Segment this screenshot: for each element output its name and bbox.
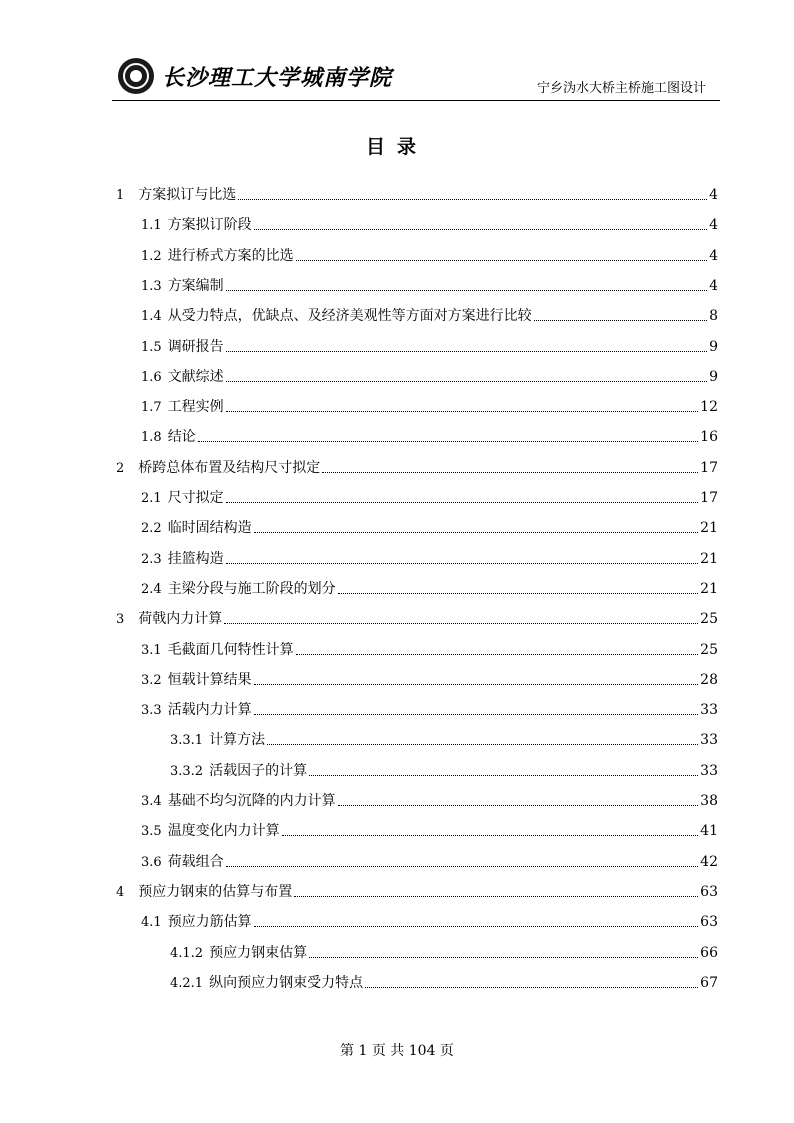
toc-leader-dots	[254, 518, 698, 533]
toc-entry-page: 16	[700, 429, 718, 446]
toc-entry[interactable]	[141, 306, 718, 326]
toc-entry-page: 67	[700, 974, 718, 991]
toc-entry[interactable]	[141, 246, 718, 266]
toc-leader-dots	[198, 427, 698, 442]
toc-entry[interactable]	[170, 730, 718, 750]
toc-entry[interactable]	[141, 337, 718, 357]
toc-leader-dots	[296, 640, 698, 655]
toc-entry-number: 4.2.1	[170, 975, 204, 991]
toc-entry[interactable]	[141, 367, 718, 387]
toc-entry-number: 1.3	[141, 278, 162, 294]
toc-entry-label: 活载因子的计算	[209, 762, 308, 779]
toc-entry-label: 纵向预应力钢束受力特点	[209, 974, 364, 991]
toc-leader-dots	[267, 730, 698, 745]
toc-entry-page: 17	[700, 490, 718, 506]
toc-entry-page: 42	[700, 853, 718, 870]
toc-entry-label: 基础不均匀沉降的内力计算	[167, 793, 336, 809]
toc-leader-dots	[226, 852, 698, 867]
toc-leader-dots	[338, 579, 698, 594]
toc-entry[interactable]	[141, 276, 718, 296]
toc-entry-page: 9	[709, 338, 718, 355]
toc-entry-page: 63	[700, 883, 718, 900]
toc-entry-label: 进行桥式方案的比选	[167, 247, 294, 264]
toc-leader-dots	[254, 215, 707, 230]
toc-title: 目录	[365, 136, 428, 158]
page-footer: 第 1 页 共 104 页	[340, 1043, 454, 1059]
toc-entry[interactable]	[141, 640, 718, 660]
toc-entry-label: 活载内力计算	[167, 702, 252, 719]
toc-entry-number: 1.4	[141, 309, 162, 325]
toc-entry-label: 预应力筋估算	[167, 914, 252, 931]
toc-entry-number: 3.1	[141, 642, 162, 658]
toc-entry-number: 3	[116, 612, 125, 628]
toc-leader-dots	[282, 821, 698, 836]
toc-entry-label: 尺寸拟定	[167, 490, 224, 506]
toc-entry-page: 4	[709, 217, 718, 234]
toc-entry-label: 恒载计算结果	[167, 671, 252, 688]
toc-entry-number: 2.1	[141, 491, 162, 506]
toc-leader-dots	[226, 276, 707, 291]
toc-entry-number: 3.6	[141, 854, 162, 870]
toc-leader-dots	[254, 700, 698, 715]
logo-text: 长沙理工大学城南学院	[162, 64, 393, 91]
university-logo	[118, 58, 392, 94]
toc-entry-page: 33	[700, 702, 718, 719]
toc-entry-number: 1	[116, 188, 125, 203]
toc-entry[interactable]	[141, 215, 718, 235]
toc-entry-label: 调研报告	[167, 338, 224, 355]
toc-leader-dots	[238, 185, 707, 200]
toc-leader-dots	[309, 943, 698, 958]
toc-entry-page: 17	[700, 459, 718, 476]
toc-entry-number: 3.2	[141, 672, 162, 688]
toc-entry[interactable]	[141, 427, 718, 447]
toc-leader-dots	[224, 609, 698, 624]
toc-entry-number: 3.5	[141, 824, 162, 840]
toc-leader-dots	[226, 488, 698, 503]
toc-entry-number: 2	[116, 460, 125, 476]
toc-entry-label: 毛截面几何特性计算	[167, 641, 294, 658]
toc-entry[interactable]	[141, 397, 718, 417]
toc-entry-label: 温度变化内力计算	[167, 823, 280, 840]
toc-entry-page: 8	[709, 308, 718, 325]
toc-entry[interactable]	[170, 761, 718, 781]
toc-leader-dots	[254, 912, 698, 927]
toc-entry-number: 1.8	[141, 430, 162, 446]
toc-entry-number: 4	[116, 884, 125, 900]
toc-entry-label: 结论	[167, 429, 196, 446]
toc-entry-number: 3.4	[141, 794, 162, 809]
toc-entry[interactable]	[141, 791, 718, 811]
toc-leader-dots	[226, 337, 707, 352]
toc-entry-label: 桥跨总体布置及结构尺寸拟定	[138, 459, 321, 476]
university-seal-icon	[118, 58, 154, 94]
toc-leader-dots	[322, 458, 698, 473]
toc-entry[interactable]	[170, 943, 718, 963]
toc-leader-dots	[534, 306, 707, 321]
toc-entry-number: 3.3	[141, 703, 162, 719]
toc-entry-label: 方案编制	[167, 277, 224, 294]
toc-entry-page: 25	[700, 641, 718, 658]
toc-entry-page: 38	[700, 793, 718, 809]
toc-entry-label: 预应力钢束的估算与布置	[138, 883, 293, 900]
toc-entry-page: 25	[700, 611, 718, 628]
toc-entry-page: 21	[700, 520, 718, 537]
toc-entry-page: 12	[700, 399, 718, 416]
toc-entry-label: 方案拟订与比选	[138, 187, 237, 203]
toc-entry[interactable]	[141, 518, 718, 538]
toc-entry[interactable]	[141, 670, 718, 690]
toc-entry-page: 4	[709, 187, 718, 203]
toc-entry[interactable]	[170, 973, 718, 993]
toc-leader-dots	[254, 670, 698, 685]
toc-entry-label: 从受力特点，优缺点、及经济美观性等方面对方案进行比较	[167, 308, 532, 325]
toc-entry[interactable]	[141, 912, 718, 932]
document-title: 宁乡沩水大桥主桥施工图设计	[536, 81, 706, 96]
toc-entry-label: 文献综述	[167, 368, 224, 385]
toc-entry-number: 4.1	[141, 915, 162, 931]
toc-entry-label: 计算方法	[209, 732, 266, 749]
toc-entry-page: 21	[700, 550, 718, 567]
toc-entry[interactable]	[141, 549, 718, 569]
toc-entry-number: 4.1.2	[170, 945, 204, 961]
toc-entry[interactable]	[141, 852, 718, 872]
toc-entry-label: 工程实例	[167, 399, 224, 416]
toc-entry-number: 3.3.2	[170, 763, 204, 779]
toc-entry-number: 2.4	[141, 581, 162, 597]
toc-entry-label: 主梁分段与施工阶段的划分	[167, 580, 336, 597]
toc-entry-label: 挂篮构造	[167, 550, 224, 567]
toc-entry-label: 预应力钢束估算	[209, 944, 308, 961]
toc-entry-page: 63	[700, 914, 718, 931]
toc-leader-dots	[294, 882, 698, 897]
toc-entry[interactable]	[141, 700, 718, 720]
toc-entry-number: 1.1	[141, 218, 162, 234]
toc-entry-number: 1.5	[141, 339, 162, 355]
toc-entry-page: 28	[700, 671, 718, 688]
toc-entry[interactable]	[141, 488, 718, 508]
toc-leader-dots	[226, 549, 698, 564]
toc-entry-label: 方案拟订阶段	[167, 217, 252, 234]
toc-entry-number: 2.2	[141, 521, 162, 537]
toc-entry-page: 33	[700, 762, 718, 779]
toc-leader-dots	[338, 791, 698, 806]
toc-leader-dots	[365, 973, 698, 988]
toc-entry-number: 1.2	[141, 248, 162, 264]
toc-entry-page: 9	[709, 368, 718, 385]
toc-entry-page: 33	[700, 732, 718, 749]
toc-entry-number: 3.3.1	[170, 733, 204, 749]
toc-entry[interactable]	[116, 609, 718, 629]
toc-entry-page: 4	[709, 247, 718, 264]
toc-entry-page: 4	[709, 277, 718, 294]
toc-entry-page: 21	[700, 580, 718, 597]
toc-leader-dots	[309, 761, 698, 776]
toc-entry-page: 66	[700, 944, 718, 961]
toc-entry[interactable]	[141, 579, 718, 599]
toc-entry[interactable]	[141, 821, 718, 841]
toc-entry[interactable]	[116, 882, 718, 902]
toc-entry-number: 2.3	[141, 551, 162, 567]
page-header	[112, 52, 720, 101]
toc-entry-label: 荷戟内力计算	[138, 611, 223, 628]
toc-entry-number: 1.7	[141, 400, 162, 416]
toc-entry[interactable]	[116, 458, 718, 478]
toc-leader-dots	[226, 367, 707, 382]
toc-entry-label: 荷载组合	[167, 853, 224, 870]
toc-leader-dots	[296, 246, 707, 261]
toc-entry-label: 临时固结构造	[167, 520, 252, 537]
toc-entry-page: 41	[700, 823, 718, 840]
toc-entry-number: 1.6	[141, 369, 162, 385]
toc-entry[interactable]	[116, 185, 718, 205]
toc-leader-dots	[226, 397, 698, 412]
